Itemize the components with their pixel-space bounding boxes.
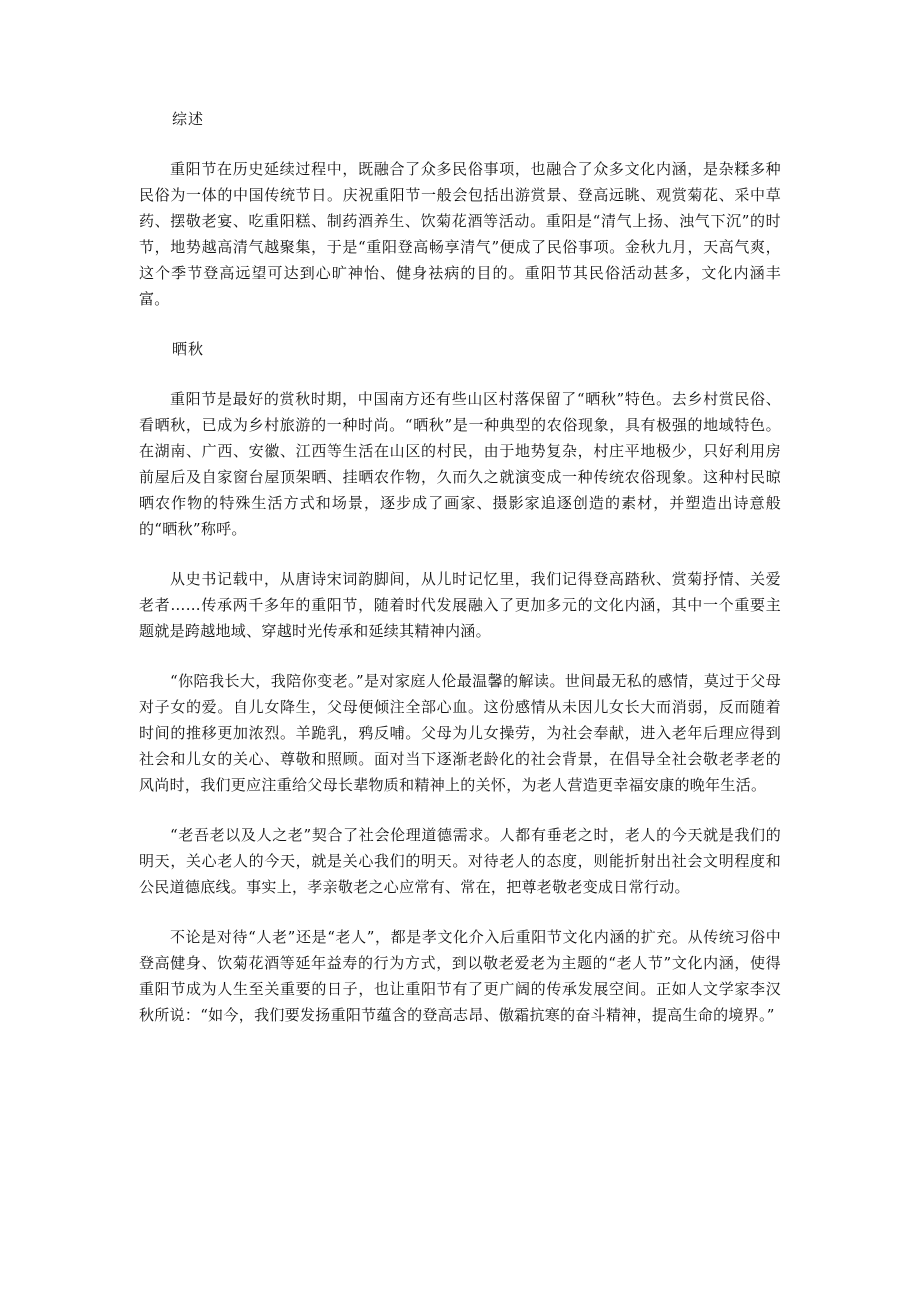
section-heading-shaiqiu: 晒秋 xyxy=(172,340,205,358)
document-body xyxy=(139,106,781,1028)
paragraph-shaiqiu: 重阳节是最好的赏秋时期，中国南方还有些山区村落保留了“晒秋”特色。去乡村赏民俗、看晒秋，已成为乡村旅游的一种时尚。“晒秋”是一种典型的农俗现象，具有极强的地域特色。在湖南、广西、安徽、江西等生活在山区的村民，由于地势复杂，村庄平地极少，只好利用房前屋后及自家窗台屋顶架晒、挂晒农作物，久而久之就演变成一种传统农俗现象。这种村民晾晒农作物的特殊生活方式和场景，逐步成了画家、摄影家追逐创造的素材，并塑造出诗意般的“晒秋”称呼。 xyxy=(139,390,781,538)
paragraph-culture-expansion: 不论是对待“人老”还是“老人”，都是孝文化介入后重阳节文化内涵的扩充。从传统习俗中登高健身、饮菊花酒等延年益寿的行为方式，到以敬老爱老为主题的“老人节”文化内涵，使得重阳节成为人生至关重要的日子，也让重阳节有了更广阔的传承发展空间。正如人文学家李汉秋所说：“如今，我们要发扬重阳节蕴含的登高志昂、傲霜抗寒的奋斗精神，提高生命的境界。” xyxy=(139,928,781,1024)
paragraph-respect-elders: “老吾老以及人之老”契合了社会伦理道德需求。人都有垂老之时，老人的今天就是我们的明天，关心老人的今天，就是关心我们的明天。对待老人的态度，则能折射出社会文明程度和公民道德底线。事实上，孝亲敬老之心应常有、常在，把尊老敬老变成日常行动。 xyxy=(139,826,781,896)
section-heading-overview: 综述 xyxy=(172,110,205,128)
paragraph-overview: 重阳节在历史延续过程中，既融合了众多民俗事项，也融合了众多文化内涵，是杂糅多种民俗为一体的中国传统节日。庆祝重阳节一般会包括出游赏景、登高远眺、观赏菊花、采中草药、摆敬老宴、吃重阳糕、制药酒养生、饮菊花酒等活动。重阳是“清气上扬、浊气下沉”的时节，地势越高清气越聚集，于是“重阳登高畅享清气”便成了民俗事项。金秋九月，天高气爽，这个季节登高远望可达到心旷神怡、健身祛病的目的。重阳节其民俗活动甚多，文化内涵丰富。 xyxy=(139,160,781,308)
paragraph-family: “你陪我长大，我陪你变老。”是对家庭人伦最温馨的解读。世间最无私的感情，莫过于父母对子女的爱。自儿女降生，父母便倾注全部心血。这份感情从未因儿女长大而消弱，反而随着时间的推移更加浓烈。羊跪乳，鸦反哺。父母为儿女操劳，为社会奉献，进入老年后理应得到社会和儿女的关心、尊敬和照顾。面对当下逐渐老龄化的社会背景，在倡导全社会敬老孝老的风尚时，我们更应注重给父母长辈物质和精神上的关怀，为老人营造更幸福安康的晚年生活。 xyxy=(139,672,781,794)
paragraph-history: 从史书记载中，从唐诗宋词韵脚间，从儿时记忆里，我们记得登高踏秋、赏菊抒情、关爱老者……传承两千多年的重阳节，随着时代发展融入了更加多元的文化内涵，其中一个重要主题就是跨越地域、穿越时光传承和延续其精神内涵。 xyxy=(139,570,781,640)
